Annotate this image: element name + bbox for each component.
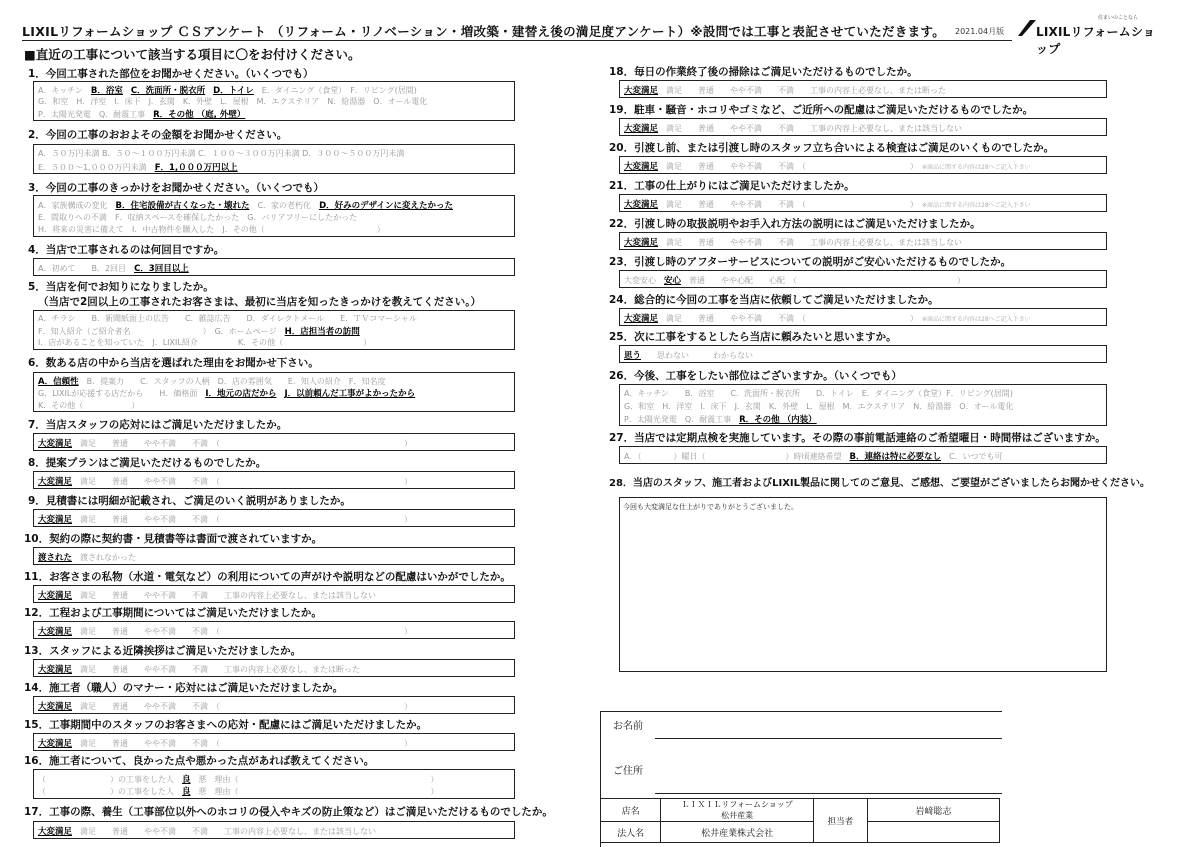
q27-option: A．（ ）曜日（ ）時頃連絡希望 [624,452,842,461]
q16-option: （ ）の工事をした人 [38,787,174,796]
q22-text: 22．引渡し時の取扱説明やお手入れ方法の説明にはご満足いただけましたか。 [609,218,981,230]
q15-option-row: 満足 普通 やや不満 不満 （ ） [80,739,413,748]
q19-selected-option[interactable]: 大変満足 [624,124,659,134]
q18-option-row: 満足 普通 やや不満 不満 工事の内容上必要なし、または断った [666,86,947,95]
q16-selected-option[interactable]: 良 [182,775,191,785]
q27-options [619,446,1107,464]
logo-name: LIXILリフォームショップ [1036,25,1156,56]
q5-option: F．知人紹介（ご紹介者名 ） G．ホームページ [38,327,277,336]
q11-text: 11．お客さまの私物（水道・電気など）の利用についての声がけや説明などの配慮はいかがでしたか。 [24,571,511,583]
q24-selected-option[interactable]: 大変満足 [624,314,659,324]
q17-text: 17．工事の際、養生（工事部位以外へのホコリの侵入やキズの防止策など）はご満足いただけるものでしたか。 [24,806,553,818]
q5-selected-option[interactable]: H．店担当者の訪問 [284,327,360,337]
q3-selected-option[interactable]: B．住宅設備が古くなった・壊れた [115,201,250,211]
q16-option: 悪 理由（ ） [198,775,439,784]
q23-option-row: 普通 やや心配 心配 （ ） [689,276,966,285]
q26-option: P．太陽光発電 Q．耐震工事 [624,415,732,424]
q8-options [33,471,515,489]
q23-option: 大変安心 [624,276,656,285]
q22-option-row: 満足 普通 やや不満 不満 工事の内容上必要なし、または該当しない [666,238,963,247]
q9-text: 9．見積書には明細が記載され、ご満足のいく説明がありましたか。 [28,495,351,507]
q13-selected-option[interactable]: 大変満足 [38,665,73,675]
q19-option-row: 満足 普通 やや不満 不満 工事の内容上必要なし、または該当しない [666,124,963,133]
q9-options [33,509,515,527]
q17-option-row: 満足 普通 やや不満 不満 工事の内容上必要なし、または該当しない [80,827,377,836]
q8-option-row: 満足 普通 やや不満 不満 （ ） [80,477,413,486]
staff-value[interactable]: 岩﨑聡志 [868,799,1000,822]
q26-text: 26．今後、工事をしたい部位はございますか。（いくつでも） [609,370,902,382]
q24-option-row: 満足 普通 やや不満 不満 （ ） [666,314,915,323]
q16-selected-option[interactable]: 良 [182,787,191,797]
address-underline [655,793,1002,794]
name-label: お名前 [613,721,643,732]
q28-comment-box[interactable]: 今回も大変満足な仕上がりでありがとうございました。 [619,497,1107,672]
q20-text: 20．引渡し前、または引渡し時のスタッフ立ち合いによる検査はご満足のいくものでしたか。 [609,142,1055,154]
shop-value [661,799,813,822]
q12-text: 12．工程および工事期間についてはご満足いただけましたか。 [24,607,322,619]
address-label: ご住所 [613,766,643,777]
q26-selected-option[interactable]: R．その他 （内装） [739,415,817,425]
q26-options [619,384,1107,426]
q19-options [619,118,1107,136]
q14-options [33,696,515,714]
q27-selected-option[interactable]: B．連絡は特に必要なし [849,452,941,462]
q13-option-row: 満足 普通 やや不満 不満 工事の内容上必要なし、または断った [80,665,361,674]
q1-selected-option[interactable]: D．トイレ [213,86,254,96]
q25-selected-option[interactable]: 思う [624,351,642,361]
page-title: LIXILリフォームショップ ＣＳアンケート （リフォーム・リノベーション・増改築・建替え後の満足度アンケート）※設問では工事と表記させていただきます。 [22,24,946,39]
q1-selected-option[interactable]: R．その他 （庭, 外壁） [153,110,246,120]
q20-option-row: 満足 普通 やや不満 不満 （ ） [666,162,915,171]
q9-option-row: 満足 普通 やや不満 不満 （ ） [80,515,413,524]
q16-option: （ ）の工事をした人 [38,775,174,784]
q21-text: 21．工事の仕上がりにはご満足いただけましたか。 [609,180,855,192]
q5-subtext: （当店で2回以上の工事されたお客さまは、最初に当店を知ったきっかけを教えてください。） [38,296,482,308]
q26-option-row: A．キッチン B．浴室 C．洗面所・脱衣所 D．トイレ E．ダイニング（食堂）F．リビング(居間) [624,389,1013,398]
q15-options [33,733,515,751]
q1-option-row: G．和室 H．洋室 I．床下 J．玄関 K．外壁 L．屋根 M．エクステリア N．給湯器 O．オール電化 [38,97,428,106]
q23-text: 23．引渡し時のアフターサービスについての説明がご安心いただけるものでしたか。 [609,256,1012,268]
q16-text: 16．施工者について、良かった点や悪かった点があれば教えてください。 [24,755,375,767]
intro-text: ■直近の工事について該当する項目に〇をお付けください。 [24,47,361,62]
q28-text: 28．当店のスタッフ、施工者およびLIXIL製品に関してのご意見、ご感想、ご要望がございましたらお聞かせください。 [609,478,1151,489]
q14-selected-option[interactable]: 大変満足 [38,702,73,712]
corp-value[interactable]: 松井産業株式会社 [661,822,813,843]
q1-text: 1．今回工事された部位をお聞かせください。（いくつでも） [28,68,314,80]
q2-options [33,144,515,174]
q7-option-row: 満足 普通 やや不満 不満 （ ） [80,439,413,448]
q2-option: E．５００～1,０００万円未満 [38,163,147,172]
shop-value-line1: ＬＩＸＩＬリフォームショップ [681,800,793,809]
q5-option-row: I．店があることを知っていた J．LIXIL紹介 K．その他（ ） [38,338,372,347]
q1-selected-option[interactable]: B．浴室 [90,86,123,96]
q3-option: C．家の老朽化 [257,201,312,210]
q11-options [33,585,515,603]
q1-option: A．キッチン [38,86,83,95]
q1-options [33,81,515,121]
shop-info-table [600,798,1000,843]
q20-note: ※商品に関する内容は28へご記入下さい [922,164,1031,171]
q17-selected-option[interactable]: 大変満足 [38,827,73,837]
q15-selected-option[interactable]: 大変満足 [38,739,73,749]
q5-options [33,310,515,350]
q3-option: A．家族構成の変化 [38,201,108,210]
q7-options [33,433,515,451]
q3-option-row: H．将来の災害に備えて I．中古物件を購入した J．その他（ ） [38,225,385,234]
edition-label: 2021.04月版 [955,27,1005,36]
q21-option-row: 満足 普通 やや不満 不満 （ ） [666,200,915,209]
q20-selected-option[interactable]: 大変満足 [624,162,659,172]
q15-text: 15．工事期間中のスタッフのお客さまへの応対・配慮にはご満足いただけましたか。 [24,719,428,731]
q4-selected-option[interactable]: C．3回目以上 [134,264,189,274]
logo-mark-icon [1016,18,1038,38]
q10-selected-option[interactable]: 渡された [38,553,73,563]
q16-option: 悪 理由（ ） [198,787,439,796]
q6-selected-option[interactable]: A．信頼性 [38,377,79,387]
q7-selected-option[interactable]: 大変満足 [38,439,73,449]
q25-options [619,345,1107,363]
q4-text: 4．当店で工事されるのは何回目ですか。 [28,244,225,256]
q27-option: C．いつでも可 [948,452,1003,461]
q12-options [33,621,515,639]
q4-option: A．初めて B．2回目 [38,264,127,273]
q21-options [619,194,1107,212]
q6-option: G．LIXILが応援する店だから H．価格面 [38,389,198,398]
q11-selected-option[interactable]: 大変満足 [38,591,73,601]
q6-text: 6．数ある店の中から当店を選ばれた理由をお聞かせ下さい。 [28,357,319,369]
q11-option-row: 満足 普通 やや不満 不満 工事の内容上必要なし、または該当しない [80,591,377,600]
q3-selected-option[interactable]: D．好みのデザインに変えたかった [319,201,454,211]
lixil-logo [1016,12,1166,56]
q12-selected-option[interactable]: 大変満足 [38,627,73,637]
q3-text: 3．今回の工事のきっかけをお聞かせください。（いくつでも） [28,182,325,194]
q21-selected-option[interactable]: 大変満足 [624,200,659,210]
q27-text: 27．当店では定期点検を実施しています。その際の事前電話連絡のご希望曜日・時間帯はございますか。 [609,432,1106,444]
q25-option-row: 思わない わからない [657,351,754,360]
staff-value-2[interactable] [868,822,1000,843]
header-rule [22,40,1012,41]
q6-options [33,372,515,412]
q2-selected-option[interactable]: F．1,０００万円以上 [154,163,238,173]
q14-text: 14．施工者（職人）のマナー・応対にはご満足いただけましたか。 [24,682,344,694]
q22-selected-option[interactable]: 大変満足 [624,238,659,248]
name-top-rule [600,711,1002,712]
corp-label: 法人名 [601,822,661,843]
q22-options [619,232,1107,250]
q1-option: E．ダイニング（食堂） F．リビング(居間) [261,86,417,95]
q10-option-row: 渡されなかった [80,553,137,562]
staff-label: 担当者 [813,799,867,843]
q6-selected-option[interactable]: I．地元の店だから [205,389,277,399]
q10-options [33,547,515,565]
q8-selected-option[interactable]: 大変満足 [38,477,73,487]
logo-tagline: 住まいのことなら [1098,15,1139,21]
q10-text: 10．契約の際に契約書・見積書等は書面で渡されていますか。 [24,533,323,545]
name-underline [655,738,1002,739]
shop-label: 店名 [601,799,661,822]
q3-options [33,195,515,237]
q19-text: 19．駐車・騒音・ホコリやゴミなど、ご近所への配慮はご満足いただけるものでしたか。 [609,104,1034,116]
shop-value-line2: 松井産業 [721,811,754,820]
q24-note: ※商品に関する内容は28へご記入下さい [922,316,1031,323]
q5-text: 5．当店を何でお知りになりましたか。 [28,281,214,293]
q17-options [33,821,515,839]
q26-option-row: G．和室 H．洋室 I．床下 J．玄関 K．外壁 L．屋根 M．エクステリア N．給湯器 O．オール電化 [624,402,1014,411]
q2-option-row: A．５０万円未満 B．５０～１００万円未満 C．１００～３００万円未満 D．３００～５００万円未満 [38,149,405,158]
q6-option-row: K．その他（ ） [38,401,140,410]
q1-selected-option[interactable]: C．洗面所・脱衣所 [130,86,206,96]
q12-option-row: 満足 普通 やや不満 不満 （ ） [80,627,413,636]
q23-selected-option[interactable]: 安心 [664,276,682,286]
q23-options [619,270,1107,288]
q21-note: ※商品に関する内容は28へご記入下さい [922,202,1031,209]
q8-text: 8．提案プランはご満足いただけるものでしたか。 [28,457,267,469]
q7-text: 7．当店スタッフの応対にはご満足いただけましたか。 [28,419,288,431]
q18-text: 18．毎日の作業終了後の掃除はご満足いただけるものでしたか。 [609,66,918,78]
q4-options [33,258,515,276]
q14-option-row: 満足 普通 やや不満 不満 （ ） [80,702,413,711]
q16-options [33,769,515,799]
q25-text: 25．次に工事をするとしたら当店に頼みたいと思いますか。 [609,331,897,343]
q2-text: 2．今回の工事のおおよその金額をお聞かせください。 [28,129,288,141]
q24-options [619,308,1107,326]
q1-option: P．太陽光発電 Q．耐震工事 [38,110,146,119]
q6-selected-option[interactable]: J．以前頼んだ工事がよかったから [284,389,416,399]
q24-text: 24．総合的に今回の工事を当店に依頼してご満足いただけましたか。 [609,294,939,306]
q20-options [619,156,1107,174]
q9-selected-option[interactable]: 大変満足 [38,515,73,525]
q18-options [619,80,1107,98]
q3-option-row: E．間取りへの不満 F．収納スペースを確保したかった G．バリアフリーにしたかった [38,213,358,222]
q6-option: B．提案力 C．スタッフの人柄 D．店の雰囲気 E．知人の紹介 F．知名度 [86,377,386,386]
q5-option-row: A．チラシ B．新聞紙面上の広告 C．雑誌広告 D．ダイレクトメール E．ＴＶコマーシャル [38,314,417,323]
q13-text: 13．スタッフによる近隣挨拶はご満足いただけましたか。 [24,645,302,657]
q13-options [33,659,515,677]
q18-selected-option[interactable]: 大変満足 [624,86,659,96]
